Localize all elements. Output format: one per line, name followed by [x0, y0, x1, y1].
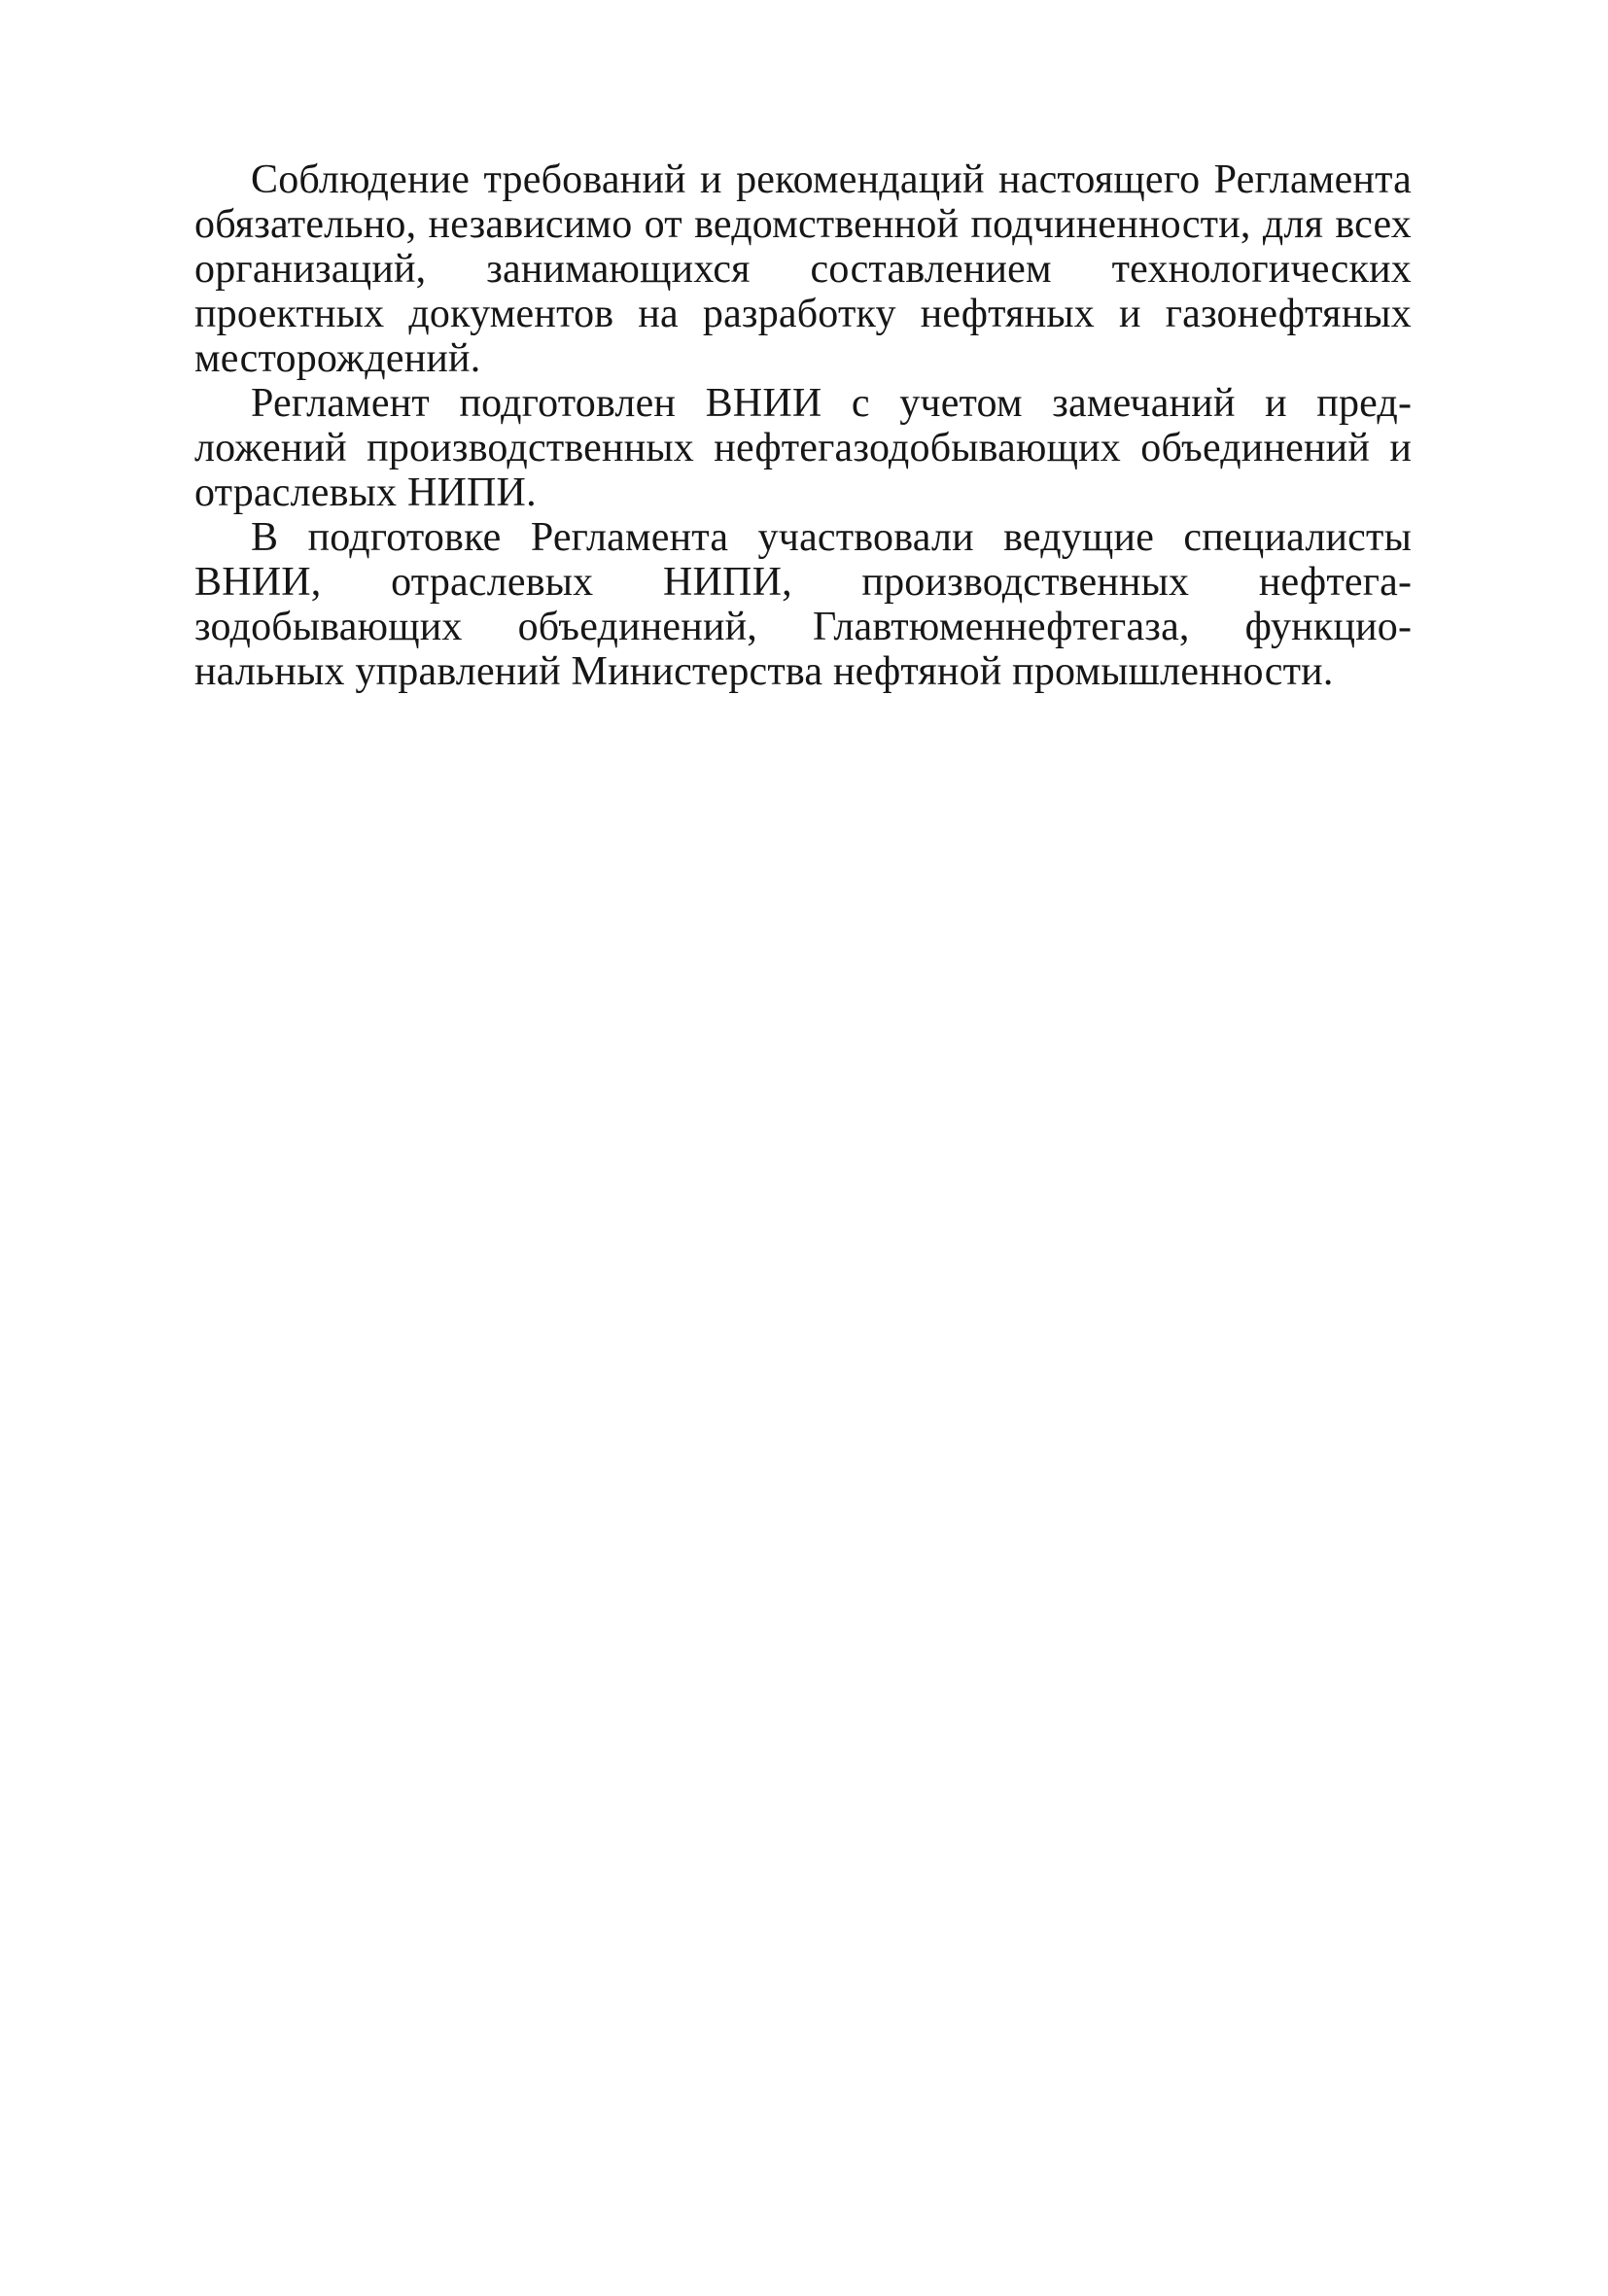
paragraph-participants: В подготовке Регламента участвовали ведущие специалисты ВНИИ, отраслевых НИПИ, производственных нефтегазодобывающих объединений, Главтюменнефтегаза, функциональных управлений Министерства нефтяной промышленности. — [194, 515, 1412, 694]
paragraph-compliance: Соблюдение требований и рекомендаций настоящего Регламента обязательно, независимо от ведомственной подчиненности, для всех организаций, занимающихся составлением технологических проектных документов на разработку нефтяных и газонефтяных месторождений. — [194, 157, 1412, 381]
paragraph-prepared-by: Регламент подготовлен ВНИИ с учетом замечаний и предложений производственных нефтегазодобывающих объединений и отраслевых НИПИ. — [194, 381, 1412, 515]
body-text — [194, 157, 1412, 694]
